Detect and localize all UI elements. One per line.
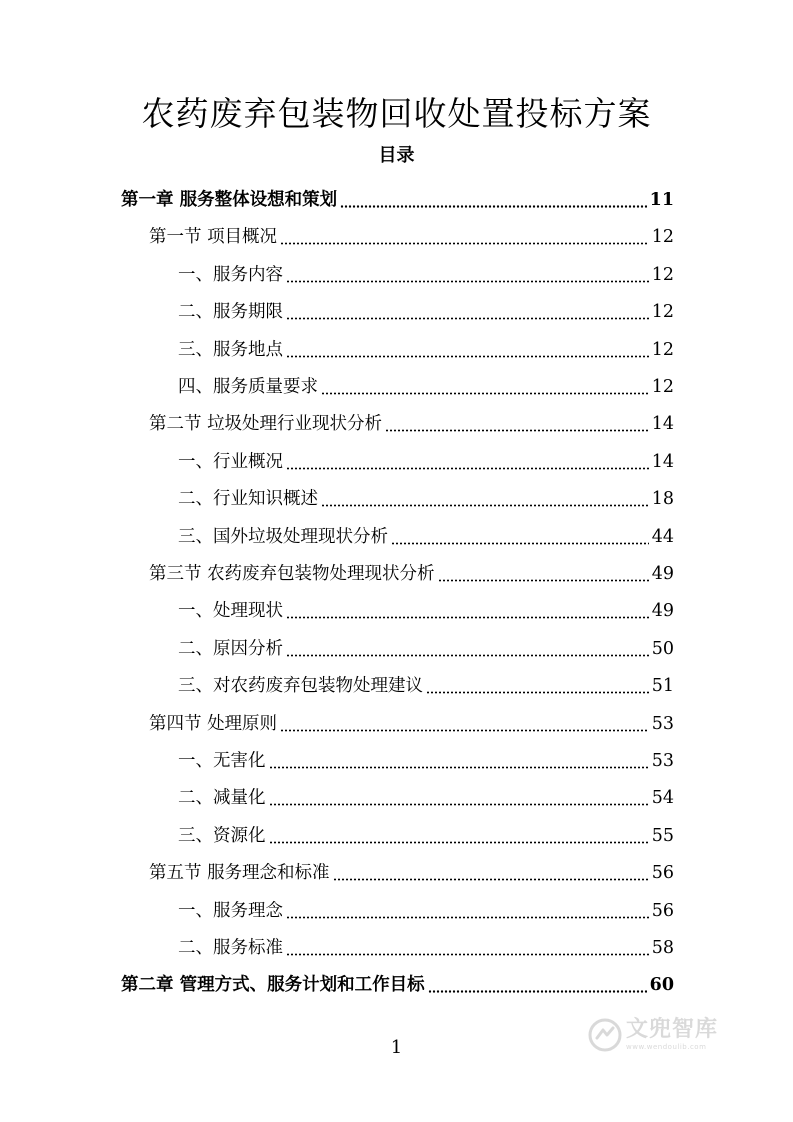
watermark-text: 文兜智库 xyxy=(626,1017,719,1042)
toc-section-entry[interactable] xyxy=(149,849,674,886)
toc-dot-leader xyxy=(286,899,649,919)
toc-dot-leader xyxy=(286,637,649,657)
toc-dot-leader xyxy=(286,599,649,619)
watermark xyxy=(588,1017,718,1052)
toc-dot-leader xyxy=(333,861,649,881)
toc-dot-leader xyxy=(269,786,649,806)
toc-dot-leader xyxy=(280,712,649,732)
toc-dot-leader xyxy=(426,674,649,694)
toc-entry-label: 二、原因分析 xyxy=(178,638,283,659)
toc-dot-leader xyxy=(438,562,649,582)
toc-entry-label: 二、服务期限 xyxy=(178,302,283,323)
toc-chapter-entry[interactable] xyxy=(121,176,674,213)
toc-subsection-entry[interactable] xyxy=(178,513,674,550)
toc-dot-leader xyxy=(385,412,649,432)
toc-entry-page: 50 xyxy=(651,638,674,659)
toc-dot-leader xyxy=(269,824,649,844)
toc-entry-label: 二、服务标准 xyxy=(178,938,283,958)
toc-entry-page: 51 xyxy=(651,676,674,697)
toc-entry-label: 一、服务理念 xyxy=(178,900,283,921)
toc-entry-label: 三、对农药废弃包装物处理建议 xyxy=(178,676,423,697)
toc-subsection-entry[interactable] xyxy=(178,625,674,662)
toc-dot-leader xyxy=(321,487,649,507)
toc-subsection-entry[interactable] xyxy=(178,326,674,363)
toc-dot-leader xyxy=(286,300,649,320)
toc-dot-leader xyxy=(321,375,649,395)
toc-entry-page: 56 xyxy=(651,900,674,921)
toc-subsection-entry[interactable] xyxy=(178,812,674,849)
toc-entry-page: 55 xyxy=(651,825,674,846)
toc-entry-label: 三、服务地点 xyxy=(178,339,283,360)
toc-entry-page: 49 xyxy=(651,564,674,584)
toc-entry-page: 12 xyxy=(651,264,674,285)
toc-section-entry[interactable] xyxy=(149,400,674,437)
toc-entry-label: 一、处理现状 xyxy=(178,601,283,622)
toc-entry-page: 12 xyxy=(651,339,674,360)
toc-dot-leader xyxy=(286,263,649,283)
toc-entry-page: 53 xyxy=(651,751,674,771)
toc-entry-label: 第三节 农药废弃包装物处理现状分析 xyxy=(149,564,435,584)
document-title: 农药废弃包装物回收处置投标方案 xyxy=(141,94,652,133)
toc-subsection-entry[interactable] xyxy=(178,774,674,811)
toc-entry-page: 12 xyxy=(651,302,674,323)
toc-subsection-entry[interactable] xyxy=(178,475,674,512)
toc-dot-leader xyxy=(391,525,649,545)
toc-subsection-entry[interactable] xyxy=(178,662,674,699)
toc-entry-label: 一、服务内容 xyxy=(178,264,283,285)
toc-subsection-entry[interactable] xyxy=(178,288,674,325)
toc-dot-leader xyxy=(286,936,649,956)
toc-dot-leader xyxy=(269,749,649,769)
toc-entry-label: 二、行业知识概述 xyxy=(178,489,318,510)
toc-dot-leader xyxy=(280,225,649,245)
toc-entry-label: 二、减量化 xyxy=(178,788,266,809)
toc-entry-label: 三、资源化 xyxy=(178,825,266,846)
toc-entry-label: 第二章 管理方式、服务计划和工作目标 xyxy=(121,975,425,996)
toc-heading: 目录 xyxy=(378,145,415,166)
toc-entry-label: 一、行业概况 xyxy=(178,451,283,472)
toc-dot-leader xyxy=(340,188,647,208)
toc-entry-page: 12 xyxy=(651,227,674,248)
toc-subsection-entry[interactable] xyxy=(178,924,674,961)
toc-dot-leader xyxy=(286,450,649,470)
watermark-url: www.wendoulib.com xyxy=(626,1043,707,1051)
toc-entry-page: 56 xyxy=(651,863,674,884)
toc-entry-page: 14 xyxy=(651,414,674,435)
toc-entry-label: 一、无害化 xyxy=(178,751,266,771)
toc-entry-label: 第四节 处理原则 xyxy=(149,713,278,734)
toc-entry-page: 11 xyxy=(649,190,674,210)
toc-entry-label: 三、国外垃圾处理现状分析 xyxy=(178,526,388,547)
page-number: 1 xyxy=(390,1037,403,1058)
toc-entry-page: 60 xyxy=(649,975,674,996)
toc-entry-label: 第五节 服务理念和标准 xyxy=(149,863,330,884)
toc-section-entry[interactable] xyxy=(149,700,674,737)
toc-entry-page: 18 xyxy=(651,489,674,510)
toc-subsection-entry[interactable] xyxy=(178,887,674,924)
toc-entry-page: 12 xyxy=(651,377,674,397)
toc-entry-page: 49 xyxy=(651,601,674,622)
toc-entry-page: 53 xyxy=(651,713,674,734)
toc-dot-leader xyxy=(428,973,647,993)
toc-subsection-entry[interactable] xyxy=(178,251,674,288)
toc-section-entry[interactable] xyxy=(149,550,674,587)
watermark-logo-icon xyxy=(588,1018,622,1052)
toc-entry-label: 第一章 服务整体设想和策划 xyxy=(121,190,338,210)
toc-entry-page: 44 xyxy=(651,526,674,547)
toc-subsection-entry[interactable] xyxy=(178,737,674,774)
toc-chapter-entry[interactable] xyxy=(121,961,674,998)
toc-subsection-entry[interactable] xyxy=(178,438,674,475)
toc-subsection-entry[interactable] xyxy=(178,363,674,400)
toc-dot-leader xyxy=(286,338,649,358)
toc-section-entry[interactable] xyxy=(149,213,674,250)
toc-subsection-entry[interactable] xyxy=(178,587,674,624)
toc-entry-page: 58 xyxy=(651,938,674,958)
toc-entry-label: 第二节 垃圾处理行业现状分析 xyxy=(149,414,383,435)
toc-entry-page: 54 xyxy=(651,788,674,809)
toc-entry-label: 第一节 项目概况 xyxy=(149,227,278,248)
toc-entry-label: 四、服务质量要求 xyxy=(178,377,318,397)
toc-entry-page: 14 xyxy=(651,451,674,472)
